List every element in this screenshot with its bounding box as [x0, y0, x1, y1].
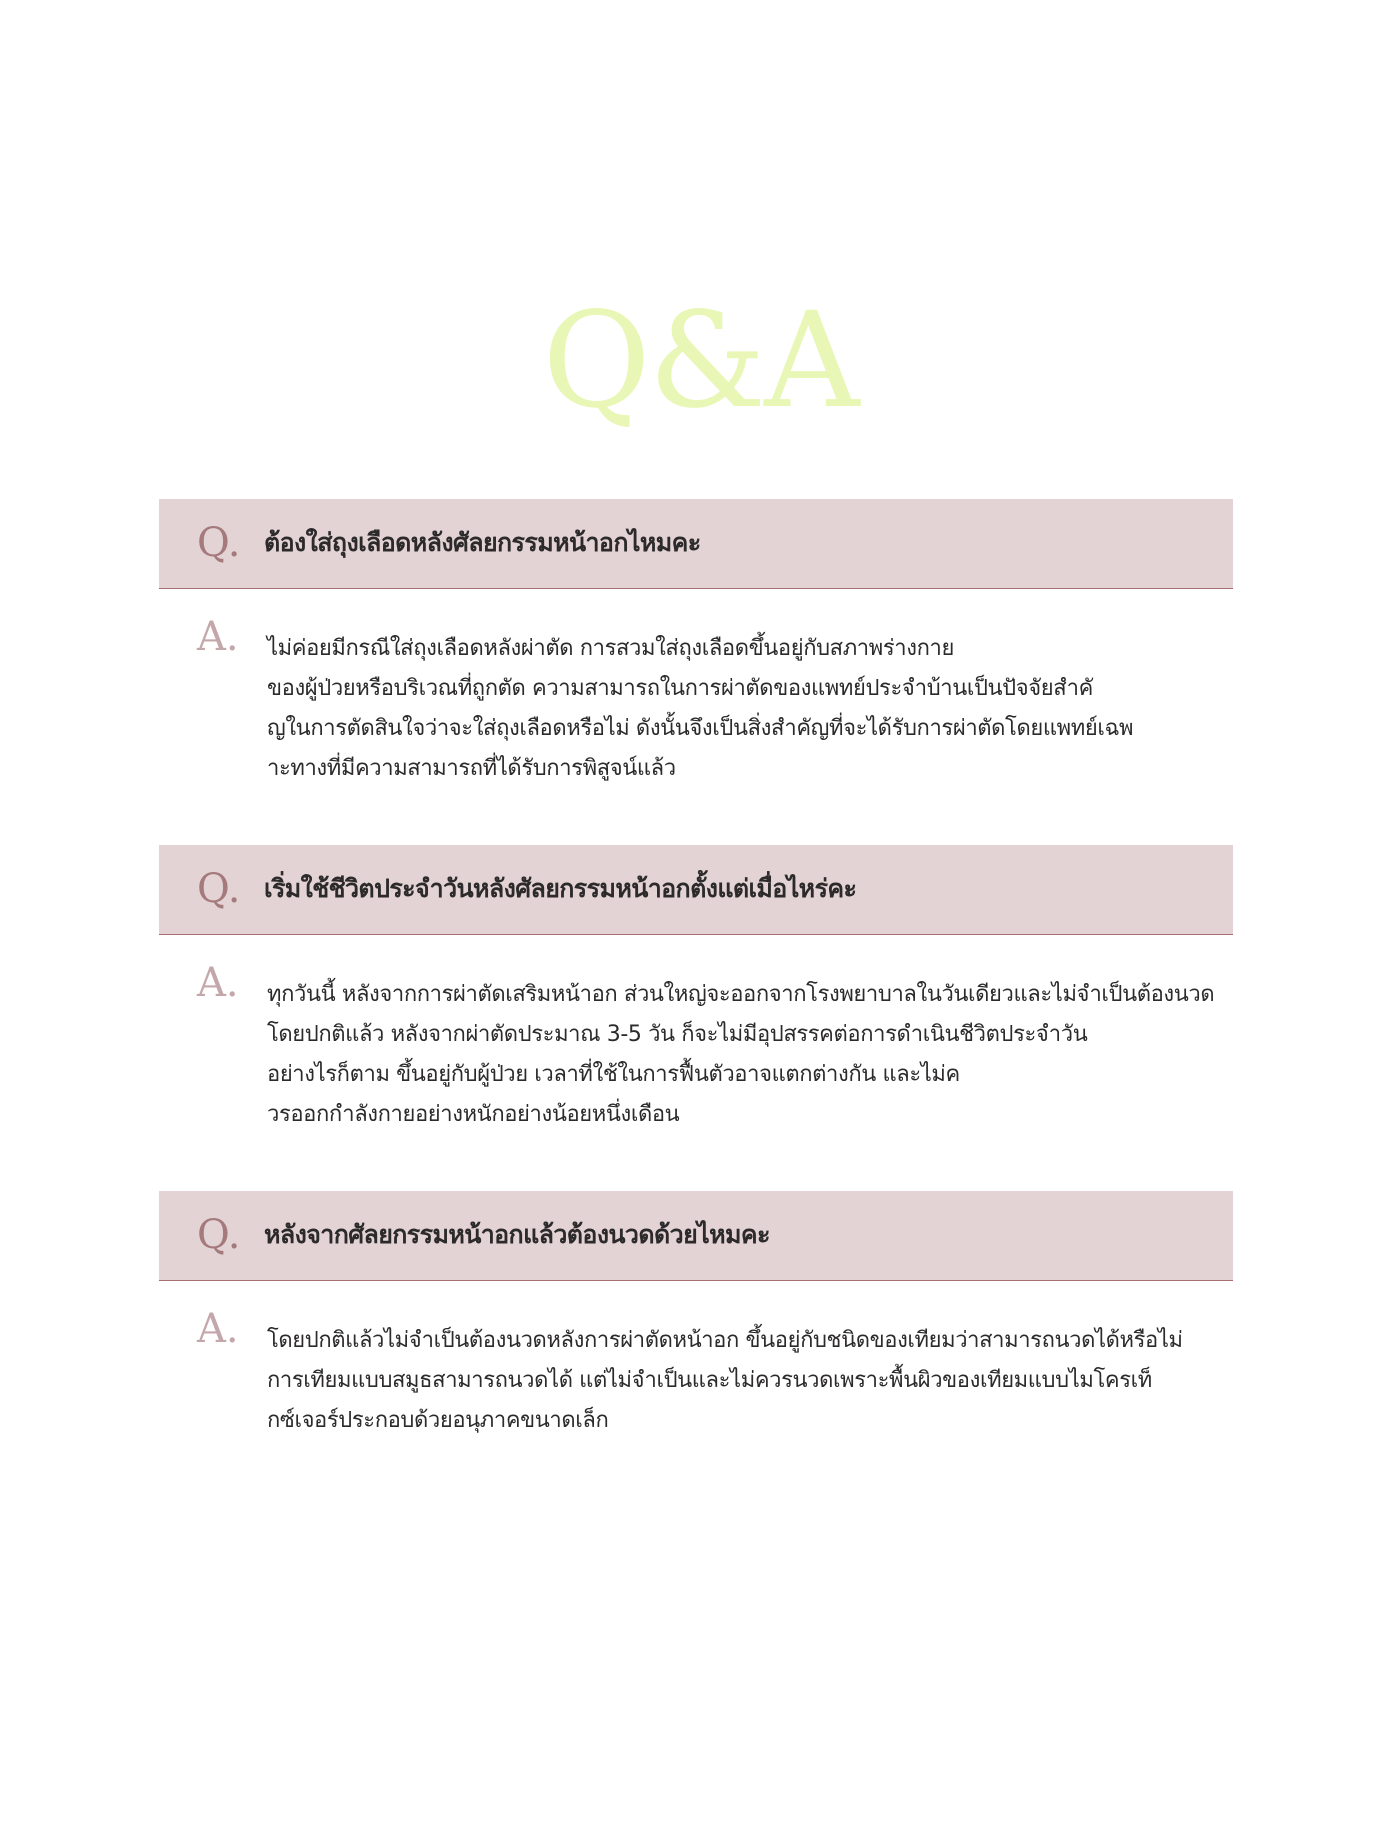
answer-line: ไม่ค่อยมีกรณีใส่ถุงเลือดหลังผ่าตัด การสวมใส่ถุงเลือดขึ้นอยู่กับสภาพร่างกาย [267, 636, 954, 661]
answer-text [267, 963, 1233, 1135]
question-text: ต้องใส่ถุงเลือดหลังศัลยกรรมหน้าอกไหมคะ [264, 528, 701, 557]
answer-text [267, 1309, 1233, 1441]
answer-marker: A. [197, 1306, 239, 1352]
faq-item [159, 845, 1233, 1135]
answer-line: ของผู้ป่วยหรือบริเวณที่ถูกตัด ความสามารถในการผ่าตัดของแพทย์ประจำบ้านเป็นปัจจัยสำคั [267, 676, 1093, 701]
answer-text [267, 617, 1233, 789]
answer [159, 614, 1233, 789]
question-marker: Q. [197, 1212, 241, 1258]
answer-line: ญในการตัดสินใจว่าจะใส่ถุงเลือดหรือไม่ ดังนั้นจึงเป็นสิ่งสำคัญที่จะได้รับการผ่าตัดโดยแพทย์เฉพ [267, 716, 1134, 741]
answer-line: ทุกวันนี้ หลังจากการผ่าตัดเสริมหน้าอก ส่วนใหญ่จะออกจากโรงพยาบาลในวันเดียวและไม่จำเป็นต้องนวด [267, 982, 1215, 1007]
answer [159, 1306, 1233, 1441]
answer-line: กซ์เจอร์ประกอบด้วยอนุภาคขนาดเล็ก [267, 1408, 609, 1433]
answer-line: อย่างไรก็ตาม ขึ้นอยู่กับผู้ป่วย เวลาที่ใช้ในการฟื้นตัวอาจแตกต่างกัน และไม่ค [267, 1062, 960, 1087]
answer-marker: A. [197, 960, 239, 1006]
question-marker: Q. [197, 866, 241, 912]
answer-line: โดยปกติแล้ว หลังจากผ่าตัดประมาณ 3-5 วัน ก็จะไม่มีอุปสรรคต่อการดำเนินชีวิตประจำวัน [267, 1022, 1088, 1047]
faq-item [159, 499, 1233, 789]
page-title: Q&A [542, 284, 858, 438]
faq-item [159, 1191, 1233, 1441]
answer [159, 960, 1233, 1135]
question-text: เริ่มใช้ชีวิตประจำวันหลังศัลยกรรมหน้าอกตั้งแต่เมื่อไหร่คะ [264, 874, 857, 903]
question-marker: Q. [197, 520, 241, 566]
answer-line: โดยปกติแล้วไม่จำเป็นต้องนวดหลังการผ่าตัดหน้าอก ขึ้นอยู่กับชนิดของเทียมว่าสามารถนวดได้หรือไม่ [267, 1328, 1183, 1353]
answer-line: าะทางที่มีความสามารถที่ได้รับการพิสูจน์แล้ว [267, 756, 676, 781]
question-bar [159, 499, 1233, 589]
question-bar [159, 1191, 1233, 1281]
question-bar [159, 845, 1233, 935]
answer-marker: A. [197, 614, 239, 660]
question-text: หลังจากศัลยกรรมหน้าอกแล้วต้องนวดด้วยไหมคะ [264, 1220, 770, 1249]
answer-line: การเทียมแบบสมูธสามารถนวดได้ แต่ไม่จำเป็นและไม่ควรนวดเพราะพื้นผิวของเทียมแบบไมโครเท็ [267, 1368, 1152, 1393]
answer-line: วรออกกำลังกายอย่างหนักอย่างน้อยหนึ่งเดือน [267, 1102, 680, 1127]
